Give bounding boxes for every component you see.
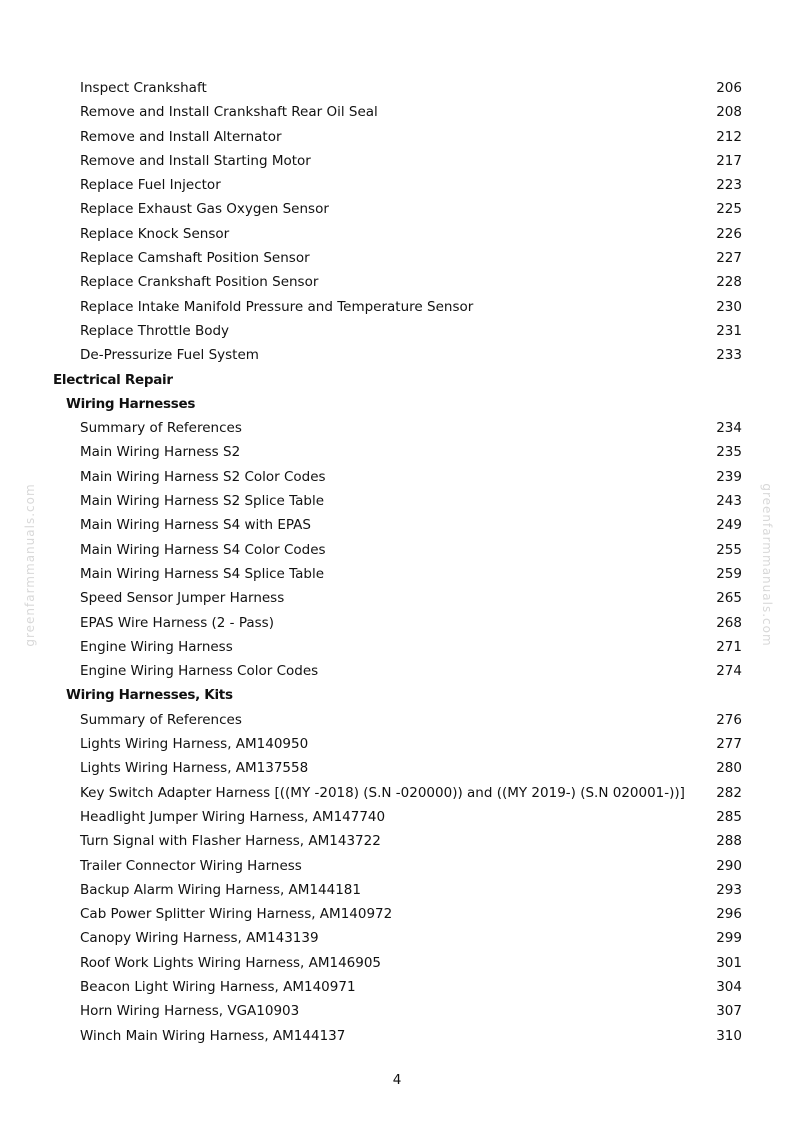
toc-entry-page-number: 228 <box>716 274 742 291</box>
toc-entry-title: Main Wiring Harness S2 Color Codes <box>80 468 326 485</box>
toc-section-heading[interactable] <box>0 392 794 416</box>
toc-entry-title: Replace Throttle Body <box>80 322 230 339</box>
toc-entry-title: Horn Wiring Harness, VGA10903 <box>80 1003 300 1020</box>
toc-entry-page-number: 243 <box>716 493 742 510</box>
toc-entry-page-number: 226 <box>716 225 742 242</box>
toc-entry-title: Electrical Repair <box>53 371 173 388</box>
toc-entry[interactable] <box>0 635 794 659</box>
toc-entry-page-number: 227 <box>716 250 742 267</box>
toc-entry-title: Summary of References <box>80 420 242 437</box>
toc-entry[interactable] <box>0 805 794 829</box>
toc-entry[interactable] <box>0 854 794 878</box>
toc-entry-title: Beacon Light Wiring Harness, AM140971 <box>80 978 356 995</box>
toc-entry-page-number: 310 <box>716 1027 742 1044</box>
toc-entry-page-number: 285 <box>716 808 742 825</box>
toc-entry[interactable] <box>0 100 794 124</box>
toc-entry-title: Main Wiring Harness S2 <box>80 444 241 461</box>
toc-entry-page-number: 304 <box>716 978 742 995</box>
toc-entry-title: Wiring Harnesses <box>66 395 196 412</box>
toc-entry-title: Main Wiring Harness S4 with EPAS <box>80 517 311 534</box>
toc-entry[interactable] <box>0 416 794 440</box>
toc-entry-page-number: 296 <box>716 906 742 923</box>
toc-entry-title: Replace Camshaft Position Sensor <box>80 250 310 267</box>
toc-entry-title: Remove and Install Crankshaft Rear Oil Seal <box>80 104 378 121</box>
toc-entry-page-number: 235 <box>716 444 742 461</box>
toc-entry-page-number: 230 <box>716 298 742 315</box>
toc-entry[interactable] <box>0 732 794 756</box>
toc-entry[interactable] <box>0 513 794 537</box>
toc-entry-title: Replace Exhaust Gas Oxygen Sensor <box>80 201 329 218</box>
toc-entry-page-number: 276 <box>716 711 742 728</box>
toc-entry-page-number: 307 <box>716 1003 742 1020</box>
toc-entry-page-number: 288 <box>716 833 742 850</box>
toc-entry[interactable] <box>0 611 794 635</box>
toc-entry[interactable] <box>0 756 794 780</box>
toc-entry[interactable] <box>0 149 794 173</box>
toc-entry[interactable] <box>0 319 794 343</box>
toc-entry-page-number: 225 <box>716 201 742 218</box>
toc-entry-title: Speed Sensor Jumper Harness <box>80 590 285 607</box>
toc-entry[interactable] <box>0 295 794 319</box>
toc-entry-title: Engine Wiring Harness <box>80 638 233 655</box>
toc-entry[interactable] <box>0 197 794 221</box>
toc-entry-title: Main Wiring Harness S4 Color Codes <box>80 541 326 558</box>
toc-entry-title: Engine Wiring Harness Color Codes <box>80 663 319 680</box>
toc-entry-page-number: 268 <box>716 614 742 631</box>
toc-entry[interactable] <box>0 975 794 999</box>
toc-entry[interactable] <box>0 222 794 246</box>
toc-entry-title: Roof Work Lights Wiring Harness, AM146905 <box>80 954 382 971</box>
toc-entry-title: Backup Alarm Wiring Harness, AM144181 <box>80 881 361 898</box>
toc-entry[interactable] <box>0 902 794 926</box>
toc-section-heading[interactable] <box>0 368 794 392</box>
toc-entry[interactable] <box>0 951 794 975</box>
toc-entry[interactable] <box>0 708 794 732</box>
toc-entry[interactable] <box>0 125 794 149</box>
toc-entry[interactable] <box>0 926 794 950</box>
toc-entry[interactable] <box>0 878 794 902</box>
toc-entry-page-number: 265 <box>716 590 742 607</box>
toc-entry[interactable] <box>0 440 794 464</box>
toc-entry-title: Remove and Install Starting Motor <box>80 152 311 169</box>
toc-entry-page-number: 239 <box>716 468 742 485</box>
toc-entry[interactable] <box>0 659 794 683</box>
toc-entry-title: Lights Wiring Harness, AM137558 <box>80 760 309 777</box>
toc-entry-page-number: 206 <box>716 80 742 96</box>
toc-entry-page-number: 234 <box>716 420 742 437</box>
toc-entry-page-number: 223 <box>716 177 742 194</box>
toc-entry-page-number: 233 <box>716 347 742 364</box>
toc-entry-title: Canopy Wiring Harness, AM143139 <box>80 930 319 947</box>
page-number: 4 <box>392 1072 402 1088</box>
toc-entry-title: Trailer Connector Wiring Harness <box>80 857 302 874</box>
toc-entry-title: Key Switch Adapter Harness [((MY -2018) (S.N -020000)) and ((MY 2019-) (S.N 020001-))] <box>80 784 685 801</box>
toc-entry-title: Inspect Crankshaft <box>80 80 207 96</box>
toc-entry[interactable] <box>0 538 794 562</box>
toc-entry-title: Turn Signal with Flasher Harness, AM143722 <box>80 833 381 850</box>
toc-entry-page-number: 259 <box>716 565 742 582</box>
toc-entry[interactable] <box>0 781 794 805</box>
toc-entry-page-number: 277 <box>716 736 742 753</box>
toc-entry-title: Winch Main Wiring Harness, AM144137 <box>80 1027 346 1044</box>
toc-entry-page-number: 274 <box>716 663 742 680</box>
toc-entry-page-number: 299 <box>716 930 742 947</box>
toc-entry-title: EPAS Wire Harness (2 - Pass) <box>80 614 274 631</box>
toc-entry[interactable] <box>0 562 794 586</box>
toc-entry-page-number: 301 <box>716 954 742 971</box>
toc-entry-title: Replace Fuel Injector <box>80 177 221 194</box>
toc-entry-page-number: 293 <box>716 881 742 898</box>
toc-section-heading[interactable] <box>0 683 794 707</box>
toc-entry[interactable] <box>0 999 794 1023</box>
toc-entry-page-number: 271 <box>716 638 742 655</box>
toc-entry[interactable] <box>0 829 794 853</box>
toc-entry-title: Replace Crankshaft Position Sensor <box>80 274 319 291</box>
toc-entry-title: Replace Knock Sensor <box>80 225 230 242</box>
toc-entry[interactable] <box>0 270 794 294</box>
toc-entry-title: Cab Power Splitter Wiring Harness, AM140972 <box>80 906 393 923</box>
toc-entry[interactable] <box>0 465 794 489</box>
toc-entry-page-number: 212 <box>716 128 742 145</box>
toc-entry[interactable] <box>0 246 794 270</box>
toc-entry[interactable] <box>0 76 794 100</box>
toc-entry-title: Headlight Jumper Wiring Harness, AM147740 <box>80 808 386 825</box>
toc-entry-page-number: 249 <box>716 517 742 534</box>
toc-entry-title: Replace Intake Manifold Pressure and Temperature Sensor <box>80 298 474 315</box>
toc-entry-page-number: 282 <box>716 784 742 801</box>
toc-entry-title: Main Wiring Harness S2 Splice Table <box>80 493 325 510</box>
toc-entry[interactable] <box>0 173 794 197</box>
toc-entry[interactable] <box>0 1024 794 1048</box>
toc-entry-page-number: 280 <box>716 760 742 777</box>
toc-entry-page-number: 217 <box>716 152 742 169</box>
watermark-left: greenfarmmanuals.com <box>23 483 37 647</box>
toc-entry-title: Remove and Install Alternator <box>80 128 282 145</box>
toc-entry-title: De-Pressurize Fuel System <box>80 347 259 364</box>
toc-entry-title: Summary of References <box>80 711 242 728</box>
toc-entry[interactable] <box>0 343 794 367</box>
toc-entry[interactable] <box>0 489 794 513</box>
toc-entry-page-number: 208 <box>716 104 742 121</box>
toc-entry-page-number: 255 <box>716 541 742 558</box>
toc-entry[interactable] <box>0 586 794 610</box>
watermark-right: greenfarmmanuals.com <box>760 483 774 647</box>
toc-entry-title: Lights Wiring Harness, AM140950 <box>80 736 309 753</box>
table-of-contents <box>0 76 794 1048</box>
toc-entry-title: Wiring Harnesses, Kits <box>66 687 233 704</box>
toc-entry-title: Main Wiring Harness S4 Splice Table <box>80 565 325 582</box>
toc-entry-page-number: 290 <box>716 857 742 874</box>
toc-entry-page-number: 231 <box>716 322 742 339</box>
